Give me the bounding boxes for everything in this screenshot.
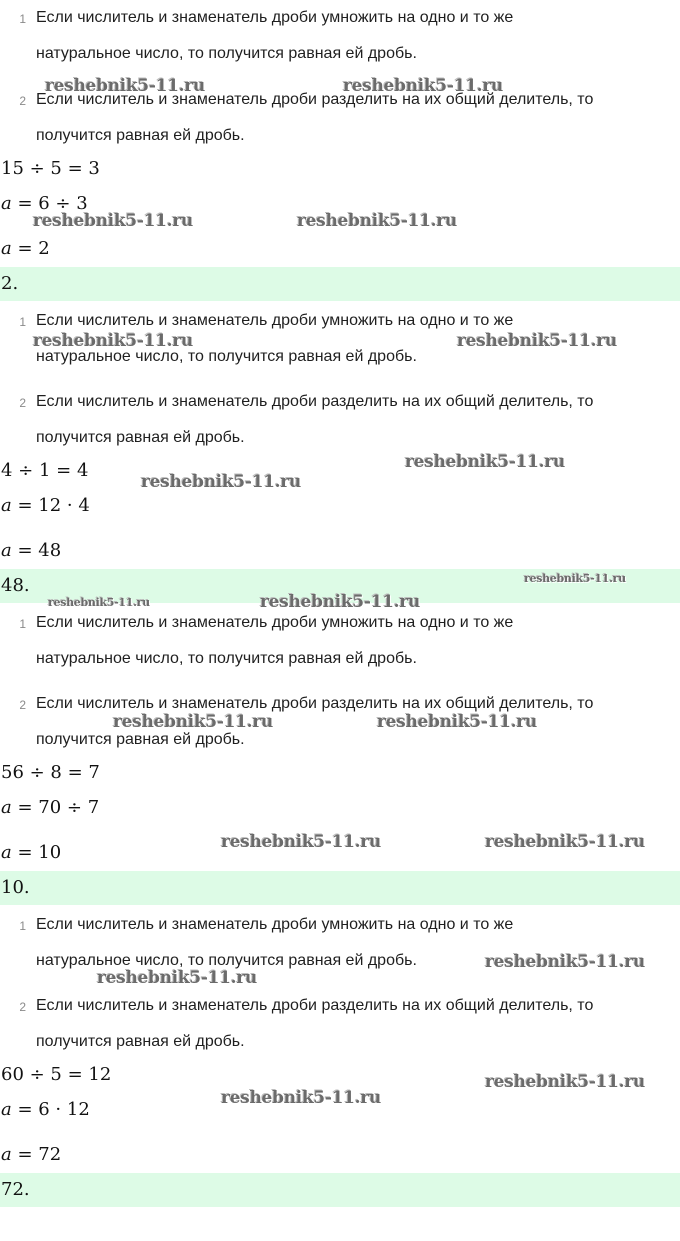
rule-text-line: Если числитель и знаменатель дроби умножить на одно и то же xyxy=(36,614,514,631)
answer-text: 72. xyxy=(1,1179,30,1200)
watermark: reshebnik5-11.ru xyxy=(33,331,193,351)
equation-rest: = 70 ÷ 7 xyxy=(11,797,100,818)
watermark: reshebnik5-11.ru xyxy=(485,1072,645,1092)
rule-item-2 xyxy=(0,996,640,1056)
rule-text-line: Если числитель и знаменатель дроби умножить на одно и то же xyxy=(36,916,514,933)
equation-rest: = 72 xyxy=(11,1144,62,1165)
variable-a: a xyxy=(1,797,12,818)
rule-text-line: получится равная ей дробь. xyxy=(36,429,245,446)
watermark: reshebnik5-11.ru xyxy=(33,211,193,231)
rule-item-1 xyxy=(0,8,640,68)
variable-a: a xyxy=(1,842,12,863)
rule-text-line: Если числитель и знаменатель дроби умножить на одно и то же xyxy=(36,312,514,329)
watermark: reshebnik5-11.ru xyxy=(343,76,503,96)
rule-item-2 xyxy=(0,90,640,150)
rule-text-line: натуральное число, то получится равная ей дробь. xyxy=(36,45,417,62)
equation-ratio: 56 ÷ 8 = 7 xyxy=(1,762,100,783)
equation-result xyxy=(1,842,61,864)
watermark: reshebnik5-11.ru xyxy=(221,832,381,852)
rule-text-line: Если числитель и знаменатель дроби разделить на их общий делитель, то xyxy=(36,695,594,712)
equation-result xyxy=(1,238,50,260)
answer-text: 2. xyxy=(1,273,19,294)
rule-number: 2 xyxy=(19,396,26,410)
answer-box xyxy=(0,871,680,905)
equation-ratio: 15 ÷ 5 = 3 xyxy=(1,158,100,179)
watermark: reshebnik5-11.ru xyxy=(457,331,617,351)
rule-text-line: Если числитель и знаменатель дроби умножить на одно и то же xyxy=(36,9,514,26)
equation-rest: = 48 xyxy=(11,540,62,561)
variable-a: a xyxy=(1,238,12,259)
rule-number: 1 xyxy=(19,12,26,26)
rule-number: 1 xyxy=(19,919,26,933)
rule-text-line: Если числитель и знаменатель дроби разделить на их общий делитель, то xyxy=(36,393,594,410)
equation-step xyxy=(1,1099,90,1121)
rule-text-line: Если числитель и знаменатель дроби разделить на их общий делитель, то xyxy=(36,91,594,108)
rule-number: 2 xyxy=(19,698,26,712)
variable-a: a xyxy=(1,1144,12,1165)
equation-ratio: 4 ÷ 1 = 4 xyxy=(1,460,89,481)
watermark: reshebnik5-11.ru xyxy=(113,712,273,732)
rule-text-line: натуральное число, то получится равная ей дробь. xyxy=(36,952,417,969)
rule-number: 2 xyxy=(19,1000,26,1014)
answer-box xyxy=(0,267,680,301)
answer-box xyxy=(0,1173,680,1207)
equation-step xyxy=(1,797,99,819)
rule-item-2 xyxy=(0,392,640,452)
watermark: reshebnik5-11.ru xyxy=(485,952,645,972)
rule-item-1 xyxy=(0,613,640,673)
equation-ratio: 60 ÷ 5 = 12 xyxy=(1,1064,112,1085)
watermark: reshebnik5-11.ru xyxy=(524,572,626,585)
rule-item-2 xyxy=(0,694,640,754)
equation-rest: = 6 ÷ 3 xyxy=(11,193,88,214)
equation-rest: = 6 · 12 xyxy=(11,1099,90,1120)
rule-text-line: получится равная ей дробь. xyxy=(36,731,245,748)
watermark: reshebnik5-11.ru xyxy=(45,76,205,96)
equation-rest: = 10 xyxy=(11,842,62,863)
rule-number: 1 xyxy=(19,617,26,631)
equation-result xyxy=(1,1144,61,1166)
variable-a: a xyxy=(1,1099,12,1120)
equation-result xyxy=(1,540,61,562)
variable-a: a xyxy=(1,495,12,516)
rule-text-line: Если числитель и знаменатель дроби разделить на их общий делитель, то xyxy=(36,997,594,1014)
watermark: reshebnik5-11.ru xyxy=(97,968,257,988)
rule-text-line: натуральное число, то получится равная ей дробь. xyxy=(36,650,417,667)
watermark: reshebnik5-11.ru xyxy=(141,472,301,492)
watermark: reshebnik5-11.ru xyxy=(377,712,537,732)
rule-text-line: получится равная ей дробь. xyxy=(36,1033,245,1050)
watermark: reshebnik5-11.ru xyxy=(260,592,420,612)
watermark: reshebnik5-11.ru xyxy=(485,832,645,852)
equation-step xyxy=(1,495,90,517)
variable-a: a xyxy=(1,540,12,561)
rule-text-line: получится равная ей дробь. xyxy=(36,127,245,144)
watermark: reshebnik5-11.ru xyxy=(405,452,565,472)
equation-rest: = 2 xyxy=(11,238,50,259)
answer-text: 48. xyxy=(1,575,30,596)
watermark: reshebnik5-11.ru xyxy=(221,1088,381,1108)
watermark: reshebnik5-11.ru xyxy=(48,596,150,609)
rule-text-line: натуральное число, то получится равная ей дробь. xyxy=(36,348,417,365)
rule-number: 2 xyxy=(19,94,26,108)
equation-rest: = 12 · 4 xyxy=(11,495,90,516)
variable-a: a xyxy=(1,193,12,214)
watermark: reshebnik5-11.ru xyxy=(297,211,457,231)
answer-text: 10. xyxy=(1,877,30,898)
rule-number: 1 xyxy=(19,315,26,329)
